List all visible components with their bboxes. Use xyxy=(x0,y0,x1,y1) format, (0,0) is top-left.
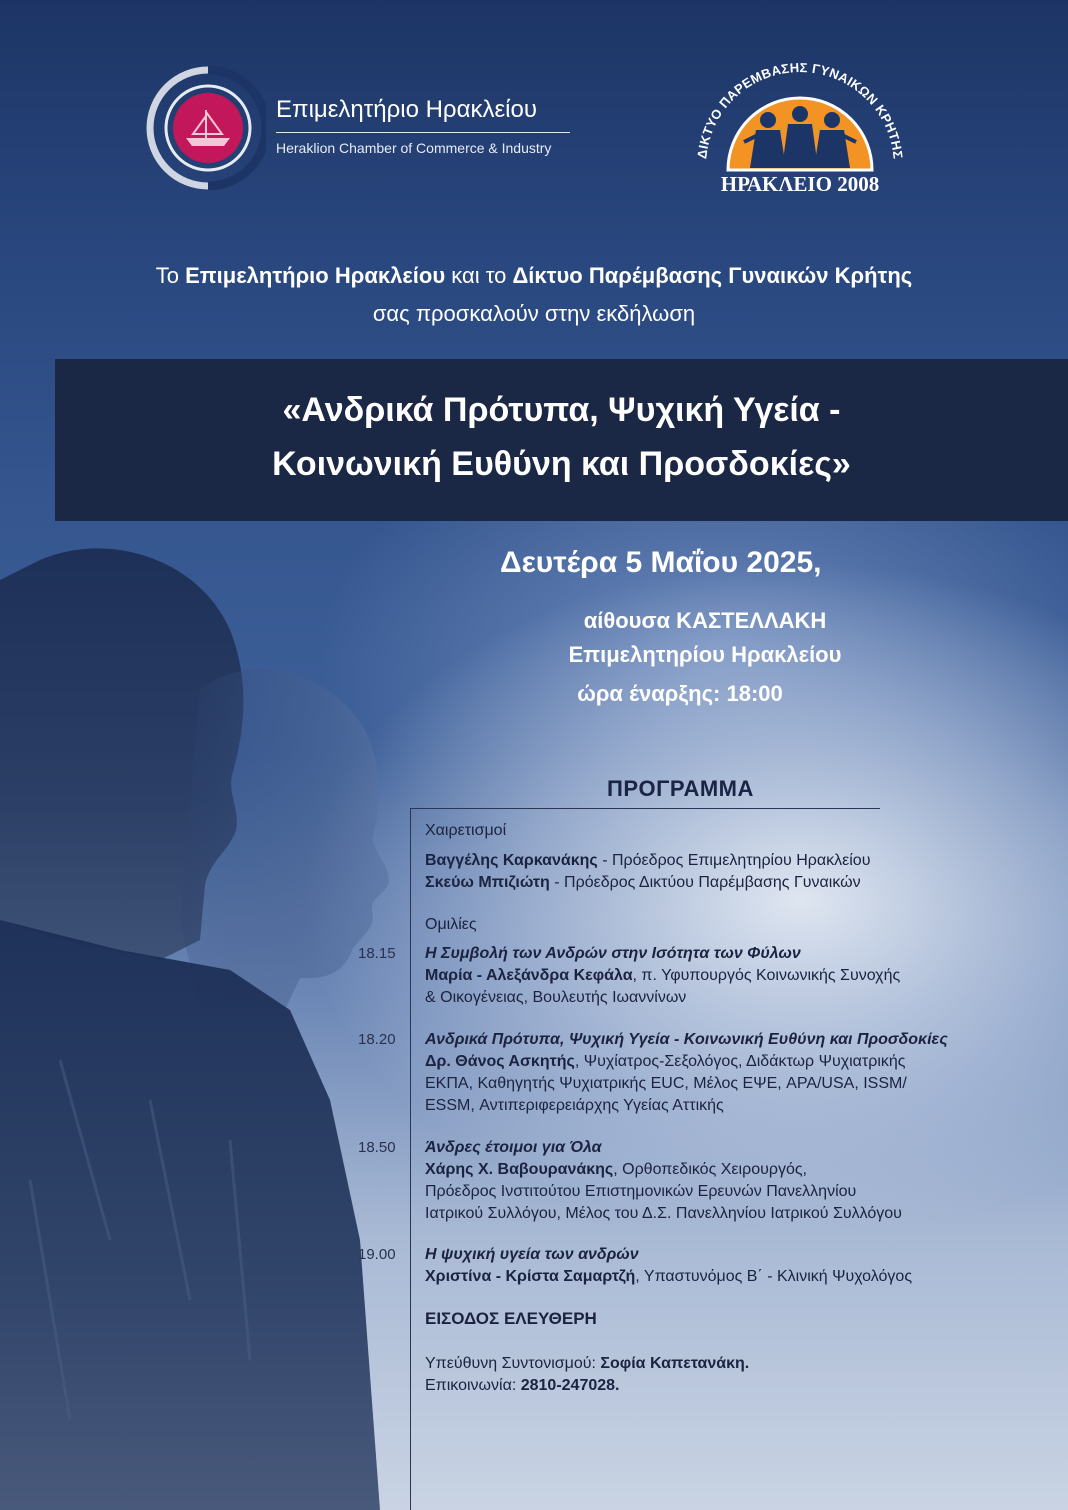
talk-item xyxy=(425,943,900,1009)
contact-section xyxy=(425,1353,749,1397)
greetings-section xyxy=(425,820,870,894)
talk-speaker-line: Δρ. Θάνος Ασκητής, Ψυχίατρος-Σεξολόγος, Διδάκτωρ Ψυχιατρικής xyxy=(425,1053,906,1070)
event-start-time: ώρα έναρξης: 18:00 xyxy=(577,681,783,706)
talk-title: Άνδρες έτοιμοι για Όλα xyxy=(425,1139,602,1156)
talk-title: Ανδρικά Πρότυπα, Ψυχική Υγεία - Κοινωνική Ευθύνη και Προσδοκίες xyxy=(425,1031,948,1048)
talk-bio-line: ESSM, Αντιπεριφερειάρχης Υγείας Αττικής xyxy=(425,1097,724,1114)
talk-title: Η ψυχική υγεία των ανδρών xyxy=(425,1246,639,1263)
event-date: Δευτέρα 5 Μαΐου 2025, xyxy=(500,546,822,579)
event-venue-line-1: αίθουσα ΚΑΣΤΕΛΛΑΚΗ xyxy=(583,608,827,633)
chamber-name: Επιμελητήριο Ηρακλείου xyxy=(276,96,537,123)
event-venue xyxy=(470,604,940,672)
chamber-ship-emblem-icon xyxy=(146,66,266,190)
talk-bio-line: ΕΚΠΑ, Καθηγητής Ψυχιατρικής EUC, Μέλος ΕΨΕ, APA/USA, ISSM/ xyxy=(425,1075,907,1092)
event-venue-line-2: Επιμελητηρίου Ηρακλείου xyxy=(568,642,842,667)
org-chamber: Επιμελητήριο Ηρακλείου xyxy=(185,263,446,288)
network-logo xyxy=(684,62,916,200)
chamber-divider xyxy=(276,132,570,133)
talk-speaker-line: Χριστίνα - Κρίστα Σαμαρτζή, Υπαστυνόμος Β΄ - Κλινική Ψυχολόγος xyxy=(425,1268,913,1285)
chamber-name-en: Heraklion Chamber of Commerce & Industry xyxy=(276,140,552,156)
program-vertical-line xyxy=(410,808,411,1510)
talk-speaker-line: Χάρης Χ. Βαβουρανάκης, Ορθοπεδικός Χειρουργός, xyxy=(425,1161,807,1178)
org-network: Δίκτυο Παρέμβασης Γυναικών Κρήτης xyxy=(512,263,913,288)
contact-line: Επικοινωνία: 2810-247028. xyxy=(425,1377,620,1394)
chamber-logo xyxy=(146,66,586,196)
greeting-item: Βαγγέλης Καρκανάκης - Πρόεδρος Επιμελητηρίου Ηρακλείου xyxy=(425,852,871,869)
intro-text xyxy=(0,257,1068,333)
intro-line-1: Το Επιμελητήριο Ηρακλείου και το Δίκτυο Παρέμβασης Γυναικών Κρήτης xyxy=(155,263,913,288)
program-heading: ΠΡΟΓΡΑΜΜΑ xyxy=(607,776,754,801)
program-divider xyxy=(410,808,880,809)
title-band xyxy=(55,359,1068,521)
event-title-line-2: Κοινωνική Ευθύνη και Προσδοκίες» xyxy=(272,445,851,483)
talk-title: Η Συμβολή των Ανδρών στην Ισότητα των Φύλων xyxy=(425,945,801,962)
talks-label: Ομιλίες xyxy=(425,916,477,933)
greetings-label: Χαιρετισμοί xyxy=(425,822,507,839)
talk-bio-line: & Οικογένειας, Βουλευτής Ιωαννίνων xyxy=(425,989,687,1006)
talk-time: 18.15 xyxy=(358,945,396,962)
event-title xyxy=(55,383,1068,491)
talk-time: 18.20 xyxy=(358,1031,396,1048)
talk-speaker-line: Μαρία - Αλεξάνδρα Κεφάλα, π. Υφυπουργός Κοινωνικής Συνοχής xyxy=(425,967,901,984)
talk-item xyxy=(425,1244,912,1288)
talk-item xyxy=(425,1137,902,1225)
coordinator-line: Υπεύθυνη Συντονισμού: Σοφία Καπετανάκη. xyxy=(425,1355,750,1372)
talk-bio-line: Πρόεδρος Ινστιτούτου Επιστημονικών Ερευνών Πανελληνίου xyxy=(425,1183,857,1200)
network-arc-text: ΔΙΚΤΥΟ ΠΑΡΕΜΒΑΣΗΣ ΓΥΝΑΙΚΩΝ ΚΡΗΤΗΣ xyxy=(694,62,906,160)
network-arc-emblem xyxy=(684,62,916,174)
talk-time: 18.50 xyxy=(358,1139,396,1156)
talk-bio-line: Ιατρικού Συλλόγου, Μέλος του Δ.Σ. Πανελληνίου Ιατρικού Συλλόγου xyxy=(425,1205,902,1222)
network-year-text: ΗΡΑΚΛΕΙΟ 2008 xyxy=(720,172,880,196)
talk-item xyxy=(425,1029,948,1117)
free-entry-label: ΕΙΣΟΔΟΣ ΕΛΕΥΘΕΡΗ xyxy=(425,1309,597,1328)
intro-line-2: σας προσκαλούν στην εκδήλωση xyxy=(372,301,696,326)
event-title-line-1: «Ανδρικά Πρότυπα, Ψυχική Υγεία - xyxy=(282,391,841,429)
talk-time: 19.00 xyxy=(358,1246,396,1263)
greeting-item: Σκεύω Μπιζιώτη - Πρόεδρος Δικτύου Παρέμβασης Γυναικών xyxy=(425,874,861,891)
